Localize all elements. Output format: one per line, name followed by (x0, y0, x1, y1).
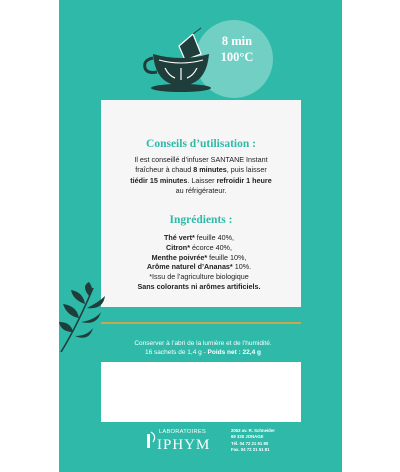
address-line: 69 330 JONAGE (231, 434, 264, 440)
brand-address (231, 428, 275, 454)
usage-line-4: au réfrigérateur. (175, 186, 227, 196)
usage-text (71, 155, 331, 197)
infusion-info (207, 33, 267, 65)
usage-line-1: Il est conseillé d’infuser SANTANE Instant (134, 155, 268, 164)
address-line: Fax. 04 72 21 51 81 (231, 447, 270, 453)
ingredient-item: Thé vert* feuille 40%, (164, 233, 234, 242)
storage-line-1: Conserver à l’abri de la lumière et de l’humidité. (134, 340, 272, 347)
free-of-note: Sans colorants ni arômes artificiels. (137, 281, 261, 291)
ingredient-item: Citron* écorce 40%, (166, 242, 232, 252)
ingredient-item: Menthe poivrée* feuille 10%, (151, 252, 247, 262)
address-line: Tél. 04 72 21 51 80 (231, 440, 269, 446)
blank-label-area (101, 362, 301, 422)
organic-note: *Issu de l’agriculture biologique (149, 272, 249, 282)
logo-laboratoires: LABORATOIRES (159, 429, 206, 435)
usage-title: Conseils d’utilisation : (146, 138, 256, 150)
iphym-logo-icon (145, 430, 157, 450)
storage-line-2: 16 sachets de 1,4 g - Poids net : 22,4 g (145, 349, 261, 357)
infusion-time: 8 min (221, 34, 253, 48)
ingredients-list (99, 233, 299, 292)
usage-line-2: fraîcheur à chaud 8 minutes, puis laisser (135, 165, 267, 175)
storage-info (89, 339, 317, 358)
infusion-temperature: 100°C (220, 50, 254, 64)
usage-line-3: tiédir 15 minutes. Laisser refroidir 1 heure (130, 175, 272, 185)
tea-package-back (59, 0, 342, 472)
address-line: 2053 av. R. Schneider (231, 428, 275, 433)
ingredients-title: Ingrédients : (169, 214, 233, 226)
gold-divider (101, 322, 301, 324)
logo-brand-name: IPHYM (157, 437, 211, 453)
ingredient-item: Arôme naturel d’Ananas* 10%. (146, 262, 252, 272)
